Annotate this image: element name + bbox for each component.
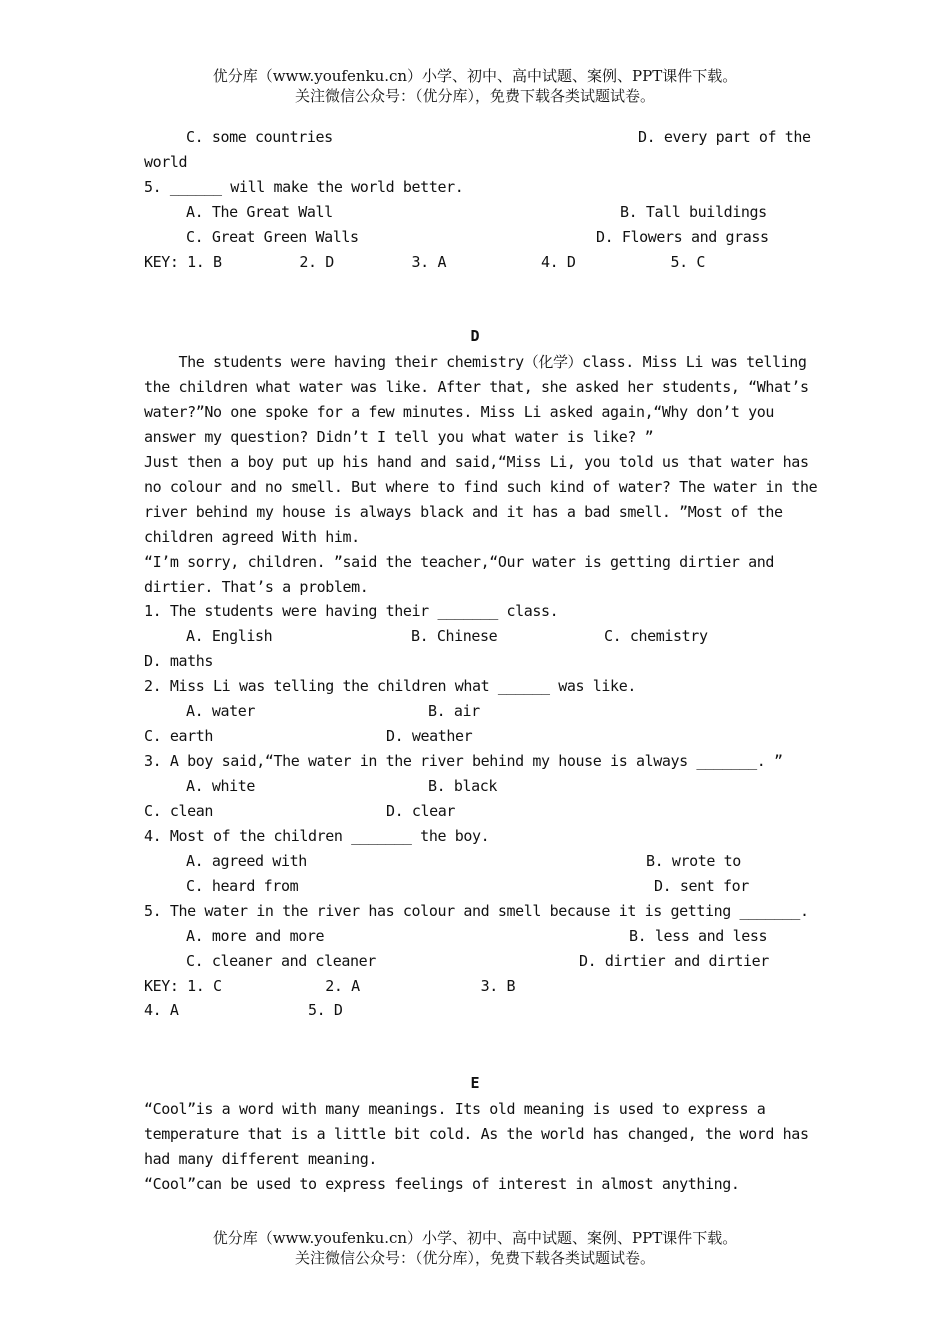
option-a: A. agreed with — [186, 852, 307, 870]
question-3: 3. A boy said,“The water in the river behind my house is always _______. ” — [144, 752, 783, 770]
answer-key: KEY: 1. B 2. D 3. A 4. D 5. C — [144, 253, 705, 271]
option-d: D. every part of the — [638, 128, 811, 146]
option-c: C. clean — [144, 802, 214, 820]
header-line-1: 优分库（www.youfenku.cn）小学、初中、高中试题、案例、PPT课件下载。 — [212, 67, 738, 85]
passage-line: no colour and no smell. But where to find such kind of water? The water in the — [144, 478, 818, 496]
section-title: D — [470, 327, 480, 345]
passage-line: the children what water was like. After that, she asked her students, “What’s — [144, 378, 809, 396]
option-d-continued: world — [144, 153, 188, 171]
question-2: 2. Miss Li was telling the children what ______ was like. — [144, 677, 636, 695]
option-d: D. sent for — [654, 877, 749, 895]
option-c: C. heard from — [186, 877, 299, 895]
option-a: A. water — [186, 702, 256, 720]
option-d: D. weather — [386, 727, 473, 745]
passage-line: answer my question? Didn’t I tell you what water is like? ” — [144, 428, 654, 446]
footer-line-2: 关注微信公众号：（优分库），免费下载各类试题试卷。 — [294, 1249, 655, 1267]
option-d: D. Flowers and grass — [596, 228, 769, 246]
question-4: 4. Most of the children _______ the boy. — [144, 827, 490, 845]
option-c: C. earth — [144, 727, 214, 745]
passage-line: dirtier. That’s a problem. — [144, 578, 369, 596]
option-d: D. dirtier and dirtier — [579, 952, 769, 970]
option-b: B. wrote to — [646, 852, 741, 870]
option-a: A. The Great Wall — [186, 203, 333, 221]
option-b: B. less and less — [629, 927, 768, 945]
passage-line: water?”No one spoke for a few minutes. Miss Li asked again,“Why don’t you — [144, 403, 775, 421]
section-title: E — [470, 1074, 480, 1092]
option-a: A. more and more — [186, 927, 325, 945]
answer-key: 4. A 5. D — [144, 1001, 343, 1019]
page-header — [0, 66, 950, 106]
question-5: 5. The water in the river has colour and smell because it is getting _______. — [144, 902, 809, 920]
option-a: A. white — [186, 777, 256, 795]
passage-line: “Cool”can be used to express feelings of interest in almost anything. — [144, 1175, 740, 1193]
passage-line: had many different meaning. — [144, 1150, 378, 1168]
option-c: C. chemistry — [604, 627, 708, 645]
question-5: 5. ______ will make the world better. — [144, 178, 464, 196]
page-footer — [0, 1228, 950, 1268]
option-b: B. air — [428, 702, 480, 720]
header-line-2: 关注微信公众号：（优分库），免费下载各类试题试卷。 — [294, 87, 655, 105]
passage-line: temperature that is a little bit cold. As the world has changed, the word has — [144, 1125, 809, 1143]
passage-line: Just then a boy put up his hand and said,“Miss Li, you told us that water has — [144, 453, 809, 471]
passage-line: river behind my house is always black and it has a bad smell. ”Most of the — [144, 503, 783, 521]
option-c: C. Great Green Walls — [186, 228, 359, 246]
option-a: A. English — [186, 627, 273, 645]
option-d: D. clear — [386, 802, 456, 820]
passage-line: “Cool”is a word with many meanings. Its old meaning is used to express a — [144, 1100, 766, 1118]
option-b: B. Tall buildings — [620, 203, 767, 221]
footer-line-1: 优分库（www.youfenku.cn）小学、初中、高中试题、案例、PPT课件下载。 — [212, 1229, 738, 1247]
option-c: C. some countries — [186, 128, 333, 146]
passage-line: “I’m sorry, children. ”said the teacher,“Our water is getting dirtier and — [144, 553, 775, 571]
option-d: D. maths — [144, 652, 214, 670]
option-b: B. black — [428, 777, 498, 795]
passage-line: The students were having their chemistry（化学）class. Miss Li was telling — [144, 353, 807, 371]
option-b: B. Chinese — [411, 627, 498, 645]
passage-line: children agreed With him. — [144, 528, 360, 546]
option-c: C. cleaner and cleaner — [186, 952, 376, 970]
answer-key: KEY: 1. C 2. A 3. B — [144, 977, 516, 995]
question-1: 1. The students were having their _______ class. — [144, 602, 559, 620]
